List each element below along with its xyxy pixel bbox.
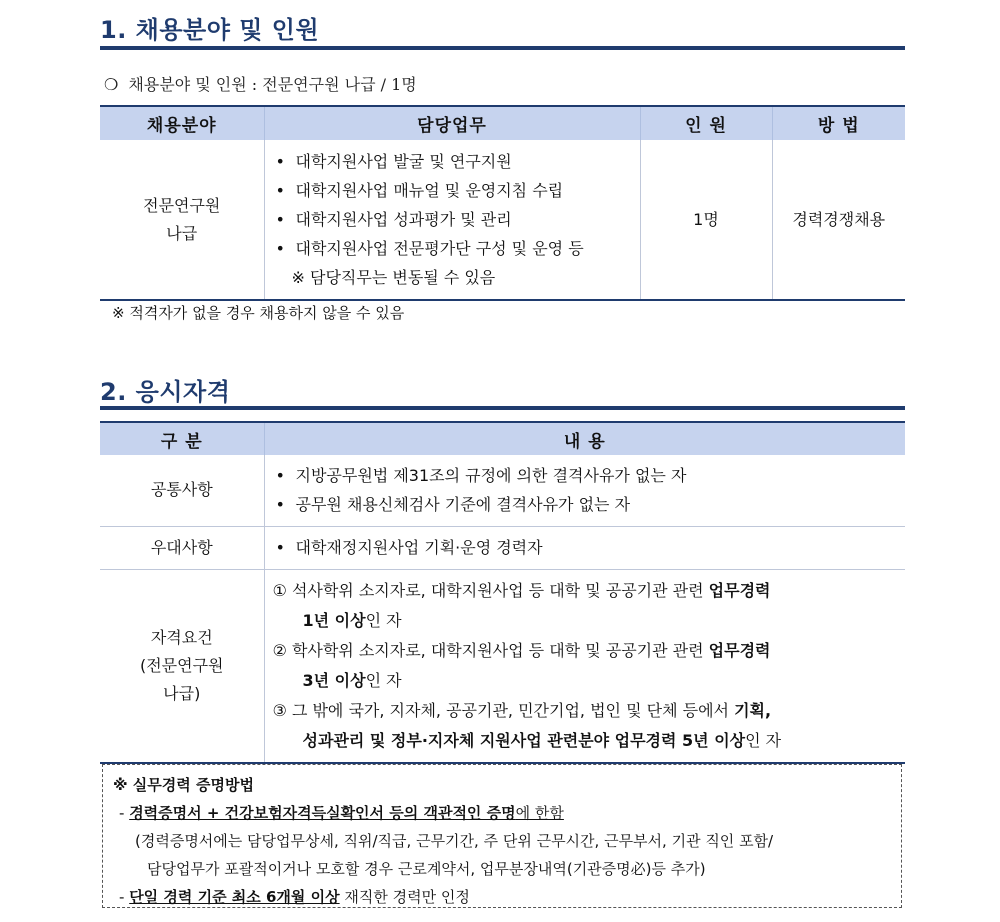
recruit-table — [100, 105, 905, 301]
bullet-icon: • — [275, 181, 285, 200]
requirement-label-line: 나급) — [163, 683, 201, 703]
header-content: 내 용 — [264, 422, 905, 455]
proof-line-2: (경력증명서에는 담당업무상세, 직위/직급, 근무기간, 주 단위 근무시간, 근무부서, 기관 직인 포함/ — [135, 832, 774, 850]
header-duty: 담당업무 — [264, 106, 640, 140]
list-item: • 공무원 채용신체검사 기준에 결격사유가 없는 자 — [276, 490, 905, 519]
list-item: • 대학지원사업 성과평가 및 관리 — [276, 205, 639, 234]
requirement-label-line: 자격요건 — [150, 627, 213, 647]
bullet-icon: • — [275, 210, 285, 229]
field-line-1: 전문연구원 — [143, 195, 221, 215]
proof-box-title: ※ 실무경력 증명방법 — [113, 776, 254, 794]
header-headcount: 인 원 — [640, 106, 772, 140]
header-category: 구 분 — [100, 422, 264, 455]
list-item: • 대학지원사업 발굴 및 연구지원 — [276, 147, 639, 176]
list-item: • 대학재정지원사업 기획·운영 경력자 — [276, 533, 905, 562]
recruit-footnote: ※ 적격자가 없을 경우 채용하지 않을 수 있음 — [112, 304, 405, 322]
qualification-table — [100, 421, 905, 764]
proof-line-4: - 단일 경력 기준 최소 6개월 이상 재직한 경력만 인정 — [119, 888, 470, 906]
requirement-item-1: ① 석사학위 소지자로, 대학지원사업 등 대학 및 공공기관 관련 업무경력 — [272, 580, 771, 600]
circle-bullet-icon: ❍ — [104, 75, 119, 94]
requirement-item-3: ③ 그 밖에 국가, 지자체, 공공기관, 민간기업, 법인 및 단체 등에서 기획, — [272, 700, 772, 720]
requirement-item-2: ② 학사학위 소지자로, 대학지원사업 등 대학 및 공공기관 관련 업무경력 — [272, 640, 771, 660]
recruit-summary-text: 채용분야 및 인원 : 전문연구원 나급 / 1명 — [128, 75, 417, 94]
bullet-icon: • — [275, 466, 285, 486]
section-1-rule — [100, 46, 905, 50]
bullet-icon: • — [275, 152, 285, 171]
header-method: 방 법 — [772, 106, 905, 140]
common-cell — [264, 455, 905, 526]
method-cell: 경력경쟁채용 — [772, 140, 905, 300]
list-item: • 지방공무원법 제31조의 규정에 의한 결격사유가 없는 자 — [276, 461, 905, 490]
common-label: 공통사항 — [150, 480, 213, 500]
duty-note: ※ 담당직무는 변동될 수 있음 — [291, 268, 496, 287]
requirement-cell — [264, 569, 905, 763]
section-2-rule — [100, 406, 905, 410]
proof-line-3: 담당업무가 포괄적이거나 모호할 경우 근로계약서, 업무분장내역(기관증명必)등 추가) — [147, 860, 706, 878]
section-1-title: 1. 채용분야 및 인원 — [100, 16, 320, 44]
field-cell — [100, 140, 264, 300]
proof-line-1: - 경력증명서 + 건강보험자격득실확인서 등의 객관적인 증명에 한함 — [119, 804, 564, 822]
recruit-summary — [104, 72, 417, 95]
list-item: • 대학지원사업 전문평가단 구성 및 운영 등 — [276, 234, 639, 263]
proof-method-box — [102, 764, 902, 908]
requirement-item-2-cont: 3년 이상인 자 — [302, 670, 402, 690]
duty-cell — [264, 140, 640, 300]
requirement-label — [100, 569, 264, 763]
headcount-cell: 1명 — [640, 140, 772, 300]
section-2-title: 2. 응시자격 — [100, 378, 231, 406]
bullet-icon: • — [275, 538, 285, 557]
requirement-label-line: (전문연구원 — [139, 655, 224, 675]
requirement-item-1-cont: 1년 이상인 자 — [302, 610, 402, 630]
header-field: 채용분야 — [100, 106, 264, 140]
bullet-icon: • — [275, 239, 285, 258]
preference-label: 우대사항 — [100, 526, 264, 569]
preference-cell — [264, 526, 905, 569]
bullet-icon: • — [275, 495, 285, 515]
field-line-2: 나급 — [166, 223, 198, 243]
requirement-item-3-cont: 성과관리 및 정부·지자체 지원사업 관련분야 업무경력 5년 이상인 자 — [302, 730, 782, 750]
list-item: • 대학지원사업 매뉴얼 및 운영지침 수립 — [276, 176, 639, 205]
